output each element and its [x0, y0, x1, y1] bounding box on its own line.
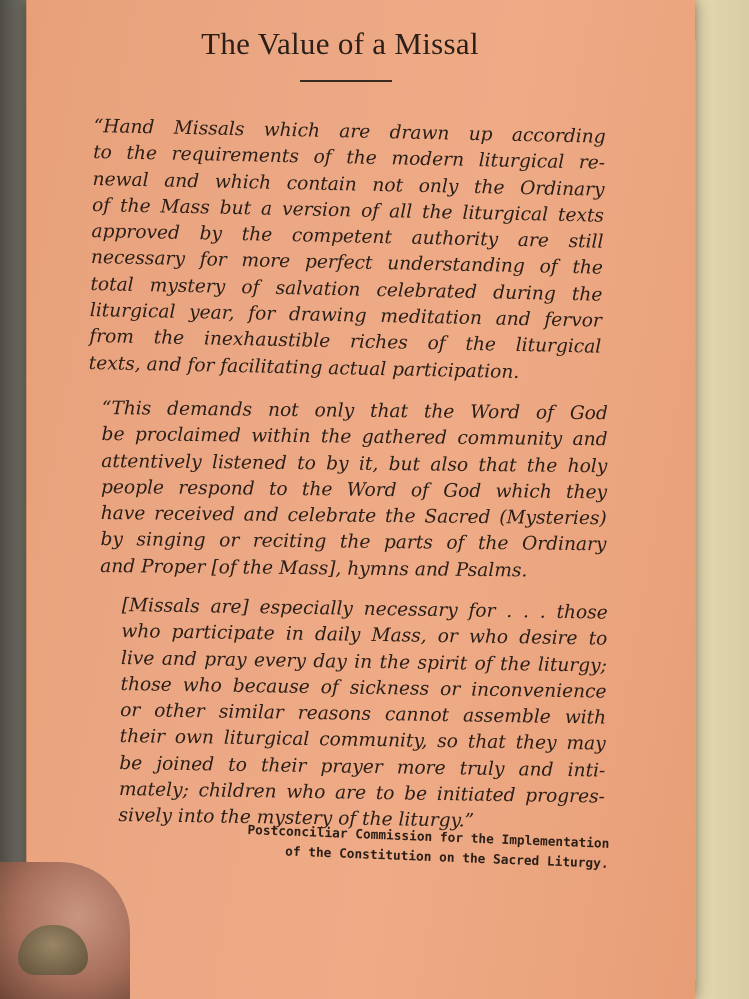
text-line: by singing or reciting the parts of the Ordinary [100, 529, 607, 556]
text-line: liturgical year, for drawing meditation and fervor [89, 300, 602, 332]
text-line: be joined to their prayer more truly and inti- [119, 752, 606, 782]
text-line: “This demands not only that the Word of God [101, 397, 608, 425]
attribution-line: Postconciliar Commission for the Implementation [247, 822, 610, 852]
text-line: who participate in daily Mass, or who desire to [121, 621, 608, 650]
paragraph-3 [118, 593, 608, 837]
text-line: texts, and for facilitating actual participation. [88, 352, 520, 383]
text-line: sively into the mystery of the liturgy.” [118, 805, 475, 832]
text-line: attentively listened to by it, but also that the holy [101, 450, 608, 477]
title-rule [300, 80, 392, 82]
text-line: have received and celebrate the Sacred (Mysteries) [100, 503, 607, 530]
text-line: approved by the competent authority are still [91, 221, 604, 253]
text-line: or other similar reasons cannot assemble with [119, 700, 607, 729]
text-line: live and pray every day in the spirit of the liturgy; [120, 647, 608, 677]
text-line: their own liturgical community, so that they may [119, 726, 606, 756]
page-title: The Value of a Missal [201, 26, 479, 61]
paragraph-1 [88, 114, 605, 388]
text-line: be proclaimed within the gathered community and [101, 424, 608, 451]
text-line: of the Mass but a version of all the liturgical texts [91, 194, 605, 227]
attribution-line: of the Constitution on the Sacred Liturgy. [284, 844, 609, 872]
text-line: necessary for more perfect understanding of the [90, 247, 604, 280]
text-line: people respond to the Word of God which they [100, 476, 608, 504]
text-line: “Hand Missals which are drawn up according [93, 115, 606, 148]
text-line: and Proper [of the Mass], hymns and Psalms. [100, 555, 528, 582]
paragraph-2 [100, 396, 608, 585]
text-line: newal and which contain not only the Ordinary [92, 168, 605, 201]
text-line: those who because of sickness or inconvenience [120, 673, 607, 703]
text-line: [Missals are] especially necessary for . . . those [121, 594, 608, 624]
text-line: total mystery of salvation celebrated during the [90, 273, 603, 306]
text-line: from the inexhaustible riches of the liturgical [89, 326, 602, 359]
text-line: mately; children who are to be initiated progres- [118, 779, 606, 808]
text-line: to the requirements of the modern liturgical re- [92, 142, 606, 175]
